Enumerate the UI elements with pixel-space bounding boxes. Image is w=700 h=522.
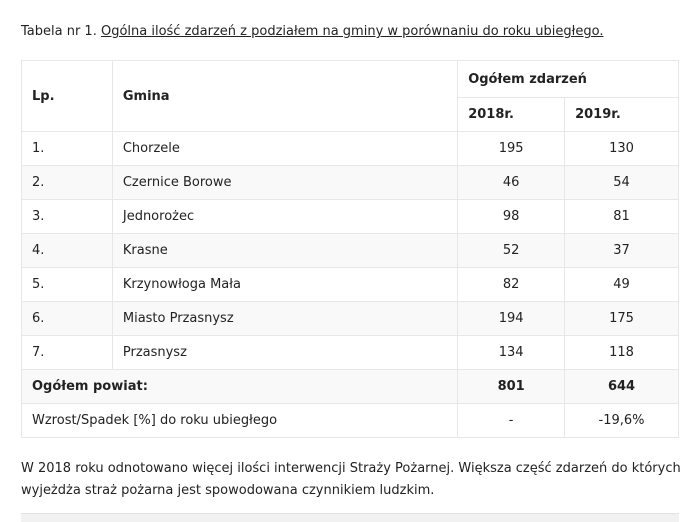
header-2018: 2018r.	[458, 98, 565, 132]
table-row	[22, 302, 679, 336]
change-2019: -19,6%	[565, 404, 679, 438]
header-gmina: Gmina	[112, 61, 457, 132]
cell-gmina: Przasnysz	[112, 336, 457, 370]
table-row	[22, 200, 679, 234]
cell-2019: 49	[565, 268, 679, 302]
change-label: Wzrost/Spadek [%] do roku ubiegłego	[22, 404, 458, 438]
cell-gmina: Miasto Przasnysz	[112, 302, 457, 336]
caption-link[interactable]: Ogólna ilość zdarzeń z podziałem na gminy w porównaniu do roku ubiegłego.	[100, 24, 604, 39]
table-row	[22, 166, 679, 200]
change-2018: -	[458, 404, 565, 438]
cell-gmina: Krzynowłoga Mała	[112, 268, 457, 302]
cell-lp: 5.	[22, 268, 113, 302]
table-row	[22, 268, 679, 302]
caption-prefix: Tabela nr 1.	[21, 24, 101, 39]
cell-lp: 2.	[22, 166, 113, 200]
table-row	[22, 132, 679, 166]
cell-2018: 46	[458, 166, 565, 200]
cell-lp: 3.	[22, 200, 113, 234]
cell-gmina: Chorzele	[112, 132, 457, 166]
cell-lp: 6.	[22, 302, 113, 336]
summary-paragraph: W 2018 roku odnotowano więcej ilości interwencji Straży Pożarnej. Większa część zdarzeń do których wyjeżdża straż pożarna jest spowodowana czynnikiem ludzkim.	[21, 461, 681, 498]
cell-2019: 130	[565, 132, 679, 166]
table-row	[22, 234, 679, 268]
cell-2018: 194	[458, 302, 565, 336]
events-table	[21, 60, 679, 438]
cell-2019: 54	[565, 166, 679, 200]
cell-lp: 4.	[22, 234, 113, 268]
cell-gmina: Jednorożec	[112, 200, 457, 234]
cell-2018: 98	[458, 200, 565, 234]
cell-2019: 37	[565, 234, 679, 268]
total-row	[22, 370, 679, 404]
cell-2018: 82	[458, 268, 565, 302]
cell-lp: 7.	[22, 336, 113, 370]
cell-lp: 1.	[22, 132, 113, 166]
cell-2019: 118	[565, 336, 679, 370]
cell-gmina: Czernice Borowe	[112, 166, 457, 200]
table-caption	[21, 24, 603, 39]
header-group: Ogółem zdarzeń	[458, 61, 679, 98]
cell-2018: 195	[458, 132, 565, 166]
total-label: Ogółem powiat:	[22, 370, 458, 404]
total-2019: 644	[565, 370, 679, 404]
total-2018: 801	[458, 370, 565, 404]
cell-gmina: Krasne	[112, 234, 457, 268]
cell-2019: 81	[565, 200, 679, 234]
cell-2019: 175	[565, 302, 679, 336]
table-row	[22, 336, 679, 370]
cell-2018: 134	[458, 336, 565, 370]
cell-2018: 52	[458, 234, 565, 268]
header-lp: Lp.	[22, 61, 113, 132]
change-row	[22, 404, 679, 438]
header-2019: 2019r.	[565, 98, 679, 132]
